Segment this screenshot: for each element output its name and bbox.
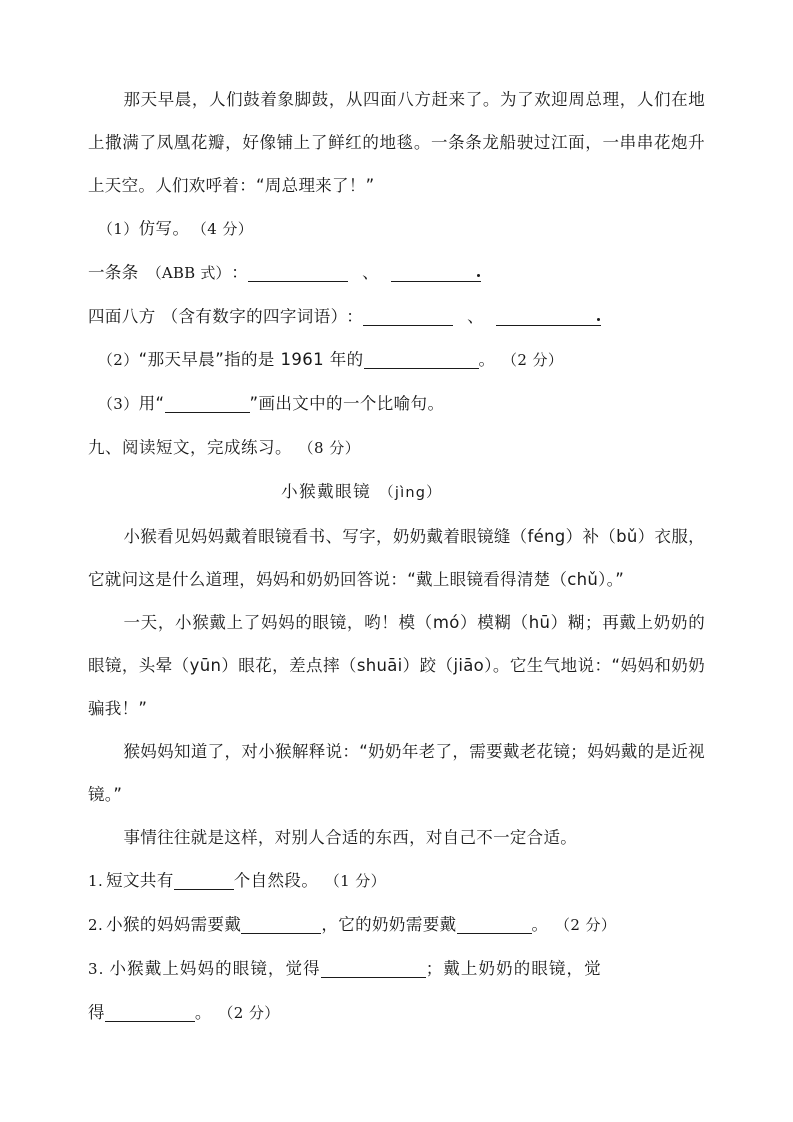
- question-2-text-before: “那天早晨”指的是 1961 年的: [138, 350, 364, 369]
- reading-paragraph-1: 小猴看见妈妈戴着眼镜看书、写字，奶奶戴着眼镜缝（féng）补（bǔ）衣服，它就问这是什么道理，妈妈和奶奶回答说：“戴上眼镜看得清楚（chǔ）。”: [88, 527, 705, 589]
- question-1-score: （4 分）: [199, 220, 254, 238]
- reading-question-3-blank-2[interactable]: [105, 1003, 195, 1021]
- reading-question-2-number: 2.: [88, 916, 104, 934]
- reading-paragraph-2: 一天，小猴戴上了妈妈的眼镜，哟！模（mó）模糊（hū）糊；再戴上奶奶的眼镜，头晕（yūn）眼花，差点摔（shuāi）跤（jiāo）。它生气地说：“妈妈和奶奶骗我！”: [88, 613, 705, 718]
- fangxie-item-abb-hint: （ABB 式）: [146, 264, 224, 282]
- reading-title-pinyin: （jìng）: [379, 485, 442, 501]
- fangxie-abb-separator: 、: [362, 263, 380, 282]
- fangxie-numeral-blank-1[interactable]: [363, 307, 453, 325]
- fangxie-item-numeral: [88, 295, 705, 338]
- reading-question-3-score: （2 分）: [225, 1004, 280, 1022]
- reading-question-2-blank-2[interactable]: [457, 915, 532, 933]
- reading-question-2-score: （2 分）: [562, 916, 617, 934]
- reading-question-2-text-after: 。: [531, 915, 549, 934]
- reading-question-2-text-middle: ，它的奶奶需要戴: [321, 915, 457, 934]
- reading-paragraph-3: 猴妈妈知道了，对小猴解释说：“奶奶年老了，需要戴老花镜；妈妈戴的是近视镜。”: [88, 742, 705, 804]
- reading-question-3-text-middle: ；戴上奶奶的眼镜，觉: [425, 959, 602, 978]
- section-nine-score: （8 分）: [306, 439, 361, 457]
- question-2-text-after: 。: [478, 350, 496, 369]
- section-nine-heading: [88, 426, 705, 470]
- question-1-number: （1）: [97, 220, 139, 238]
- passage-excerpt-paragraph: 那天早晨，人们鼓着象脚鼓，从四面八方赶来了。为了欢迎周总理，人们在地上撒满了凤凰花瓣，好像铺上了鲜红的地毯。一条条龙船驶过江面，一串串花炮升上天空。人们欢呼着：“周总理来了！”: [88, 90, 705, 195]
- reading-question-1-text-before: 短文共有: [106, 871, 174, 890]
- reading-question-1-number: 1.: [88, 872, 104, 890]
- reading-question-3-blank-1[interactable]: [321, 959, 426, 977]
- reading-question-3-line-1: [88, 947, 705, 991]
- reading-passage-title: [88, 470, 705, 515]
- fangxie-item-abb-prompt: 一条条: [88, 263, 139, 282]
- reading-paragraph-4: 事情往往就是这样，对别人合适的东西，对自己不一定合适。: [123, 828, 578, 847]
- fangxie-item-abb: [88, 251, 705, 295]
- question-1-heading: [88, 207, 705, 251]
- question-1-label: 仿写。: [138, 219, 190, 238]
- fangxie-numeral-blank-2[interactable]: [496, 307, 601, 325]
- fangxie-abb-blank-1[interactable]: [248, 263, 348, 281]
- fangxie-item-numeral-hint: （含有数字的四字词语）: [161, 307, 340, 326]
- question-3-text-after: ”画出文中的一个比喻句。: [249, 394, 445, 413]
- question-3-text-before: 用“: [138, 394, 165, 413]
- reading-question-2: [88, 903, 705, 947]
- reading-question-3-text-end: 。: [194, 1003, 212, 1022]
- reading-question-1-score: （1 分）: [332, 872, 387, 890]
- question-2-blank[interactable]: [364, 350, 479, 368]
- reading-question-1-blank[interactable]: [174, 871, 234, 889]
- reading-title-text: 小猴戴眼镜: [281, 482, 372, 501]
- reading-question-2-text-before: 小猴的妈妈需要戴: [106, 915, 242, 934]
- question-3-line: [88, 382, 705, 426]
- fangxie-item-numeral-colon: ：: [346, 307, 364, 326]
- fangxie-abb-blank-2[interactable]: [391, 263, 481, 281]
- section-nine-number: 九、: [88, 438, 122, 457]
- reading-question-3-text-before: 小猴戴上妈妈的眼镜，觉得: [109, 959, 321, 978]
- fangxie-item-abb-colon: ：: [231, 263, 249, 282]
- question-3-number: （3）: [97, 395, 139, 413]
- section-nine-title: 阅读短文，完成练习。: [122, 438, 292, 457]
- question-3-blank[interactable]: [165, 394, 250, 412]
- reading-question-3-text-after: 得: [88, 1003, 105, 1022]
- fangxie-numeral-separator: 、: [467, 307, 485, 326]
- reading-question-2-blank-1[interactable]: [241, 915, 321, 933]
- reading-question-1-text-after: 个自然段。: [233, 871, 319, 890]
- question-2-line: [88, 338, 705, 382]
- reading-question-3-number: 3.: [88, 960, 105, 978]
- question-2-number: （2）: [97, 351, 139, 369]
- reading-question-1: [88, 859, 705, 903]
- fangxie-item-numeral-prompt: 四面八方: [88, 307, 156, 326]
- reading-question-3-line-2: [88, 991, 705, 1035]
- question-2-score: （2 分）: [509, 351, 564, 369]
